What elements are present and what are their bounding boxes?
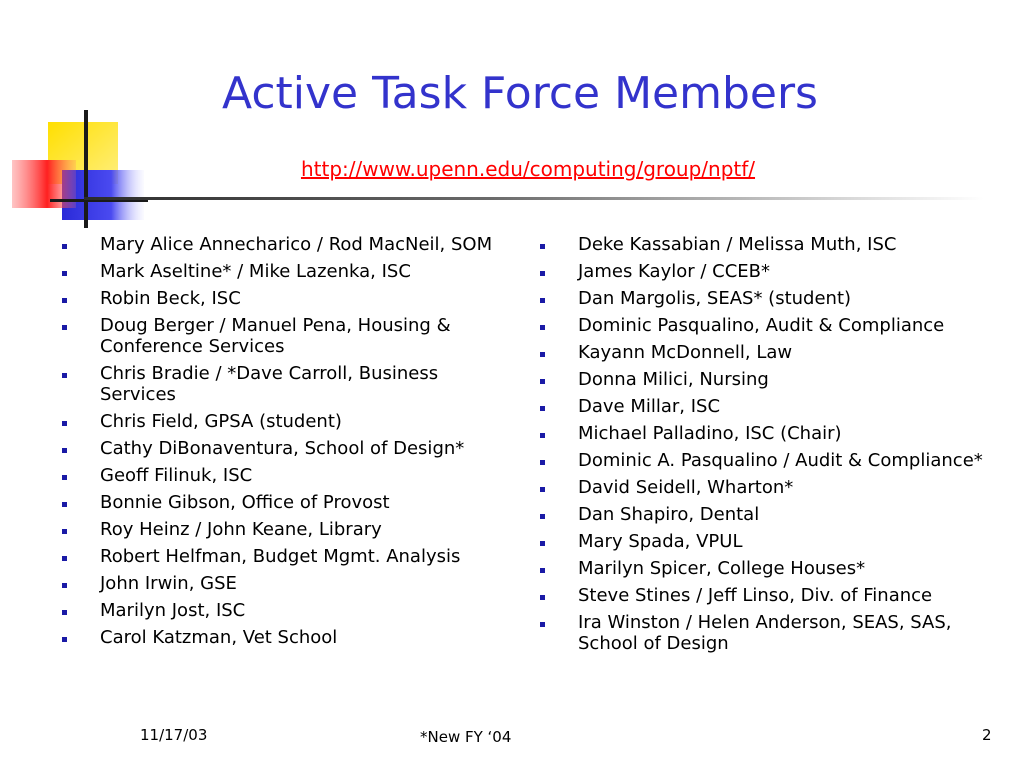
footer-date: 11/17/03 — [140, 726, 208, 744]
list-item — [536, 504, 1006, 525]
bullet-square-icon — [62, 502, 67, 507]
list-item — [536, 396, 1006, 417]
bullet-square-icon — [540, 406, 545, 411]
bullet-square-icon — [540, 595, 545, 600]
list-item — [536, 288, 1006, 309]
list-item — [58, 627, 498, 648]
list-item — [536, 423, 1006, 444]
bullet-square-icon — [62, 475, 67, 480]
member-name: Dave Millar, ISC — [578, 396, 721, 417]
list-item — [536, 558, 1006, 579]
member-name: Robert Helfman, Budget Mgmt. Analysis — [100, 546, 461, 567]
logo-vertical-line — [84, 110, 88, 228]
list-item — [536, 450, 1006, 471]
bullet-square-icon — [62, 556, 67, 561]
member-name: Geoff Filinuk, ISC — [100, 465, 253, 486]
template-logo-graphic — [0, 0, 150, 230]
list-item — [58, 465, 498, 486]
bullet-square-icon — [540, 244, 545, 249]
task-force-link[interactable]: http://www.upenn.edu/computing/group/nptf/ — [300, 157, 756, 181]
list-item — [58, 411, 498, 432]
member-name: Dan Shapiro, Dental — [578, 504, 760, 525]
bullet-square-icon — [540, 352, 545, 357]
list-item — [536, 261, 1006, 282]
bullet-square-icon — [540, 298, 545, 303]
member-name: Bonnie Gibson, Office of Provost — [100, 492, 390, 513]
member-name: Mary Alice Annecharico / Rod MacNeil, SOM — [100, 234, 493, 255]
list-item — [58, 261, 498, 282]
bullet-square-icon — [62, 373, 67, 378]
list-item — [536, 315, 1006, 336]
member-name: Mary Spada, VPUL — [578, 531, 743, 552]
bullet-square-icon — [540, 487, 545, 492]
bullet-square-icon — [62, 421, 67, 426]
member-name: Ira Winston / Helen Anderson, SEAS, SAS, School of Design — [578, 612, 952, 654]
list-item — [536, 585, 1006, 606]
list-item — [536, 369, 1006, 390]
member-name: Chris Bradie / *Dave Carroll, Business Services — [100, 363, 439, 405]
list-item — [58, 363, 498, 405]
member-name: Dan Margolis, SEAS* (student) — [578, 288, 852, 309]
member-name: Cathy DiBonaventura, School of Design* — [100, 438, 465, 459]
member-name: Steve Stines / Jeff Linso, Div. of Finance — [578, 585, 933, 606]
slide-title: Active Task Force Members — [222, 68, 818, 119]
list-item — [536, 531, 1006, 552]
member-name: John Irwin, GSE — [100, 573, 237, 594]
list-item — [536, 234, 1006, 255]
bullet-square-icon — [540, 433, 545, 438]
bullet-square-icon — [540, 379, 545, 384]
member-name: Marilyn Spicer, College Houses* — [578, 558, 866, 579]
list-item — [58, 438, 498, 459]
bullet-square-icon — [540, 514, 545, 519]
bullet-square-icon — [62, 448, 67, 453]
list-item — [536, 342, 1006, 363]
member-name: Carol Katzman, Vet School — [100, 627, 338, 648]
list-item — [58, 573, 498, 594]
member-name: Mark Aseltine* / Mike Lazenka, ISC — [100, 261, 411, 282]
list-item — [58, 315, 498, 357]
member-name: James Kaylor / CCEB* — [578, 261, 770, 282]
bullet-square-icon — [540, 568, 545, 573]
bullet-square-icon — [540, 460, 545, 465]
member-name: Kayann McDonnell, Law — [578, 342, 793, 363]
member-name: Chris Field, GPSA (student) — [100, 411, 342, 432]
member-name: Dominic A. Pasqualino / Audit & Compliance* — [578, 450, 983, 471]
member-name: Roy Heinz / John Keane, Library — [100, 519, 382, 540]
member-name: Deke Kassabian / Melissa Muth, ISC — [578, 234, 897, 255]
member-name: Doug Berger / Manuel Pena, Housing & Conference Services — [100, 315, 451, 357]
title-divider — [84, 197, 984, 200]
member-name: Dominic Pasqualino, Audit & Compliance — [578, 315, 945, 336]
list-item — [536, 477, 1006, 498]
bullet-square-icon — [62, 244, 67, 249]
list-item — [58, 234, 498, 255]
bullet-square-icon — [62, 325, 67, 330]
member-name: Marilyn Jost, ISC — [100, 600, 246, 621]
member-name: Donna Milici, Nursing — [578, 369, 769, 390]
bullet-square-icon — [540, 271, 545, 276]
members-list-right — [536, 234, 1006, 660]
member-name: Robin Beck, ISC — [100, 288, 241, 309]
list-item — [536, 612, 1006, 654]
list-item — [58, 288, 498, 309]
bullet-square-icon — [62, 271, 67, 276]
member-name: Michael Palladino, ISC (Chair) — [578, 423, 842, 444]
list-item — [58, 600, 498, 621]
bullet-square-icon — [62, 298, 67, 303]
bullet-square-icon — [540, 541, 545, 546]
list-item — [58, 546, 498, 567]
slide-number: 2 — [982, 726, 992, 744]
members-list-left — [58, 234, 498, 654]
footer-note: *New FY ‘04 — [420, 728, 512, 746]
bullet-square-icon — [62, 583, 67, 588]
bullet-square-icon — [62, 610, 67, 615]
bullet-square-icon — [62, 529, 67, 534]
list-item — [58, 492, 498, 513]
bullet-square-icon — [540, 325, 545, 330]
list-item — [58, 519, 498, 540]
bullet-square-icon — [540, 622, 545, 627]
member-name: David Seidell, Wharton* — [578, 477, 794, 498]
bullet-square-icon — [62, 637, 67, 642]
